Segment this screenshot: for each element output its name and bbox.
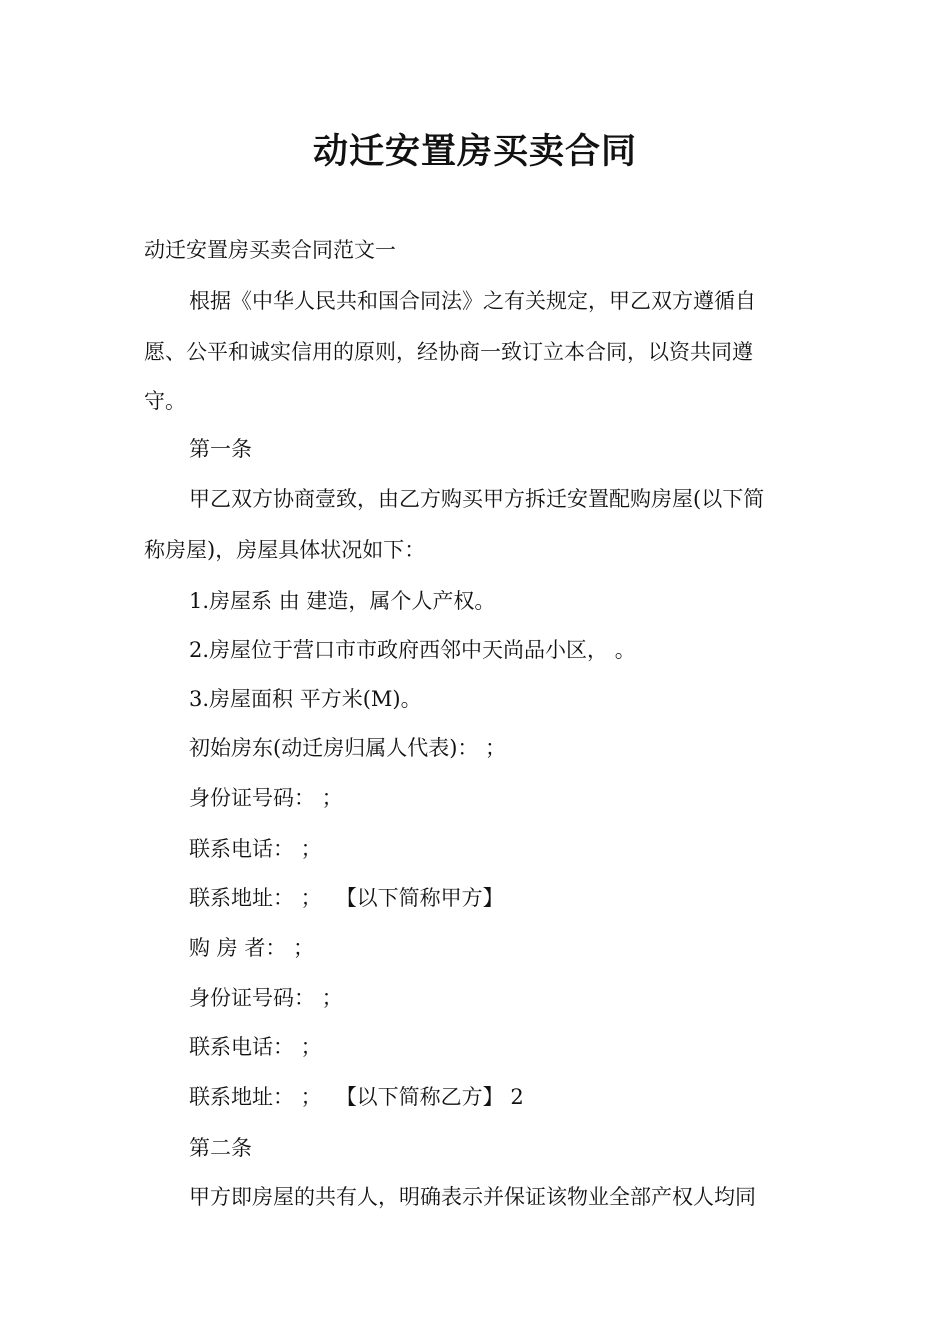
buyer-id-field: 身份证号码： ； <box>189 986 343 1010</box>
document-subtitle: 动迁安置房买卖合同范文一 <box>144 238 396 262</box>
paragraph-line: 甲乙双方协商壹致，由乙方购买甲方拆迁安置配购房屋(以下简 <box>189 487 765 511</box>
owner-address-field <box>189 883 853 913</box>
owner-field: 初始房东(动迁房归属人代表)： ； <box>189 736 507 760</box>
buyer-party-note: 【以下简称乙方】 2 <box>335 1085 524 1109</box>
owner-address-label: 联系地址： ； <box>189 886 322 910</box>
list-item: 2.房屋位于营口市市政府西邻中天尚品小区， 。 <box>189 638 636 662</box>
document-title: 动迁安置房买卖合同 <box>312 132 637 172</box>
owner-phone-field: 联系电话： ； <box>189 837 322 861</box>
buyer-address-label: 联系地址： ； <box>189 1085 322 1109</box>
buyer-address-field <box>189 1082 853 1112</box>
paragraph-line: 愿、公平和诚实信用的原则，经协商一致订立本合同，以资共同遵 <box>144 340 753 364</box>
list-item: 3.房屋面积 平方米(M)。 <box>189 687 422 711</box>
list-item: 1.房屋系 由 建造，属个人产权。 <box>189 589 496 613</box>
buyer-phone-field: 联系电话： ； <box>189 1035 322 1059</box>
paragraph-line: 根据《中华人民共和国合同法》之有关规定，甲乙双方遵循自 <box>189 289 756 313</box>
paragraph-line: 守。 <box>144 389 186 413</box>
article-heading-2: 第二条 <box>189 1136 252 1160</box>
owner-id-field: 身份证号码： ； <box>189 786 343 810</box>
paragraph-line: 甲方即房屋的共有人，明确表示并保证该物业全部产权人均同 <box>189 1185 756 1209</box>
buyer-field: 购 房 者： ； <box>189 936 315 960</box>
owner-party-note: 【以下简称甲方】 <box>335 886 504 910</box>
paragraph-line: 称房屋)，房屋具体状况如下： <box>144 538 426 562</box>
article-heading-1: 第一条 <box>189 437 252 461</box>
